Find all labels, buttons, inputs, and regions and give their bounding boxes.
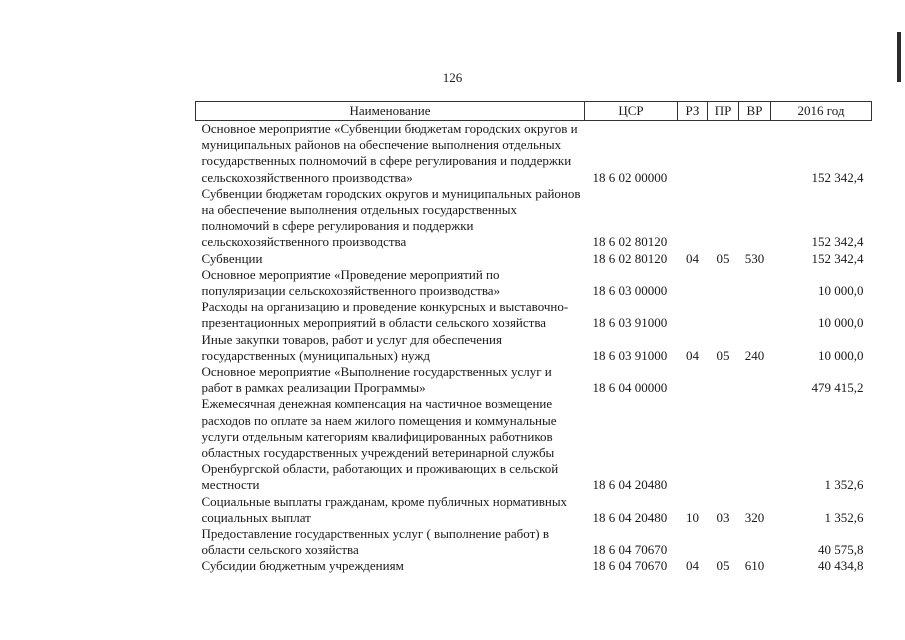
header-csr: ЦСР xyxy=(585,102,678,121)
row-csr: 18 6 04 70670 xyxy=(592,558,668,574)
row-csr: 18 6 03 00000 xyxy=(592,283,668,299)
row-amount: 479 415,2 xyxy=(811,380,864,396)
table-header-row xyxy=(196,102,872,121)
row-rz: 10 xyxy=(686,509,699,525)
row-name: Ежемесячная денежная компенсация на частичное возмещение расходов по оплате за наем жилого помещения и коммунальные услуги отдельным категориям квалифицированных работников областных государственных учреждений ветеринарной службы Оренбургской области, работающих и проживающих в сельской местности xyxy=(201,396,559,493)
row-pr: 05 xyxy=(716,250,730,266)
row-pr xyxy=(708,396,739,493)
row-name: Социальные выплаты гражданам, кроме публичных нормативных социальных выплат xyxy=(201,493,568,525)
row-pr xyxy=(708,186,739,251)
row-amount: 152 342,4 xyxy=(811,234,864,250)
row-pr xyxy=(708,121,739,186)
row-vr xyxy=(739,396,771,493)
row-csr: 18 6 03 91000 xyxy=(592,347,668,363)
row-rz xyxy=(678,299,708,331)
row-csr: 18 6 02 80120 xyxy=(592,234,668,250)
row-rz xyxy=(678,526,708,558)
row-vr: 320 xyxy=(744,509,765,525)
row-vr xyxy=(739,121,771,186)
table-row xyxy=(196,494,872,526)
table-row xyxy=(196,526,872,558)
row-name: Расходы на организацию и проведение конкурсных и выставочно-презентационных мероприятий в области сельского хозяйства xyxy=(201,299,569,331)
row-pr: 05 xyxy=(716,347,730,363)
table-row xyxy=(196,251,872,267)
row-csr: 18 6 02 00000 xyxy=(592,169,668,185)
row-pr: 03 xyxy=(716,509,730,525)
row-amount: 1 352,6 xyxy=(824,477,864,493)
row-csr: 18 6 04 20480 xyxy=(592,509,668,525)
row-csr: 18 6 03 91000 xyxy=(592,315,668,331)
row-name: Субвенции xyxy=(201,250,263,266)
row-amount: 10 000,0 xyxy=(818,283,864,299)
row-rz: 04 xyxy=(686,558,699,574)
table-row xyxy=(196,267,872,299)
row-rz xyxy=(678,396,708,493)
row-csr: 18 6 04 20480 xyxy=(592,477,668,493)
row-name: Субвенции бюджетам городских округов и муниципальных районов на обеспечение выполнения отдельных государственных полномочий в сфере регулирования и поддержки сельскохозяйственного производства xyxy=(201,185,581,250)
table-row xyxy=(196,121,872,186)
table-row xyxy=(196,558,872,574)
row-name: Основное мероприятие «Субвенции бюджетам городских округов и муниципальных районов на обеспечение выполнения отдельных государственных полномочий в сфере регулирования и поддержки сельскохозяйственного производства» xyxy=(201,121,578,185)
table-row xyxy=(196,299,872,331)
page-number: 126 xyxy=(442,70,463,85)
scan-edge-mark xyxy=(897,32,901,82)
budget-table xyxy=(195,101,872,575)
row-vr xyxy=(739,526,771,558)
row-amount: 10 000,0 xyxy=(818,315,864,331)
row-pr xyxy=(708,299,739,331)
row-vr xyxy=(739,267,771,299)
row-pr xyxy=(708,364,739,396)
row-pr: 05 xyxy=(716,558,730,574)
row-rz xyxy=(678,364,708,396)
row-rz xyxy=(678,267,708,299)
table-row xyxy=(196,364,872,396)
row-vr: 530 xyxy=(744,250,765,266)
row-vr: 240 xyxy=(744,347,765,363)
row-rz xyxy=(678,186,708,251)
row-rz: 04 xyxy=(686,347,699,363)
row-name: Основное мероприятие «Выполнение государственных услуг и работ в рамках реализации Программы» xyxy=(201,364,552,396)
header-year: 2016 год xyxy=(771,102,872,121)
table-row xyxy=(196,332,872,364)
row-name: Предоставление государственных услуг ( выполнение работ) в области сельского хозяйства xyxy=(201,526,549,558)
row-pr xyxy=(708,526,739,558)
row-name: Основное мероприятие «Проведение мероприятий по популяризации сельскохозяйственного производства» xyxy=(201,266,501,299)
row-vr: 610 xyxy=(744,558,765,574)
row-name: Субсидии бюджетным учреждениям xyxy=(201,558,404,574)
row-vr xyxy=(739,364,771,396)
row-pr xyxy=(708,267,739,299)
row-name: Иные закупки товаров, работ и услуг для обеспечения государственных (муниципальных) нужд xyxy=(201,331,502,363)
row-amount: 40 575,8 xyxy=(818,542,864,558)
header-rz: РЗ xyxy=(678,102,708,121)
table-row xyxy=(196,396,872,493)
row-csr: 18 6 02 80120 xyxy=(592,250,668,266)
row-vr xyxy=(739,299,771,331)
row-amount: 40 434,8 xyxy=(818,558,864,574)
header-pr: ПР xyxy=(708,102,739,121)
header-vr: ВР xyxy=(739,102,771,121)
row-amount: 152 342,4 xyxy=(811,250,864,266)
row-vr xyxy=(739,186,771,251)
row-amount: 10 000,0 xyxy=(818,347,864,363)
row-rz: 04 xyxy=(686,250,699,266)
row-rz xyxy=(678,121,708,186)
row-amount: 1 352,6 xyxy=(824,509,864,525)
table-row xyxy=(196,186,872,251)
row-csr: 18 6 04 00000 xyxy=(592,380,668,396)
row-csr: 18 6 04 70670 xyxy=(592,542,668,558)
row-amount: 152 342,4 xyxy=(811,169,864,185)
header-name: Наименование xyxy=(196,102,585,121)
